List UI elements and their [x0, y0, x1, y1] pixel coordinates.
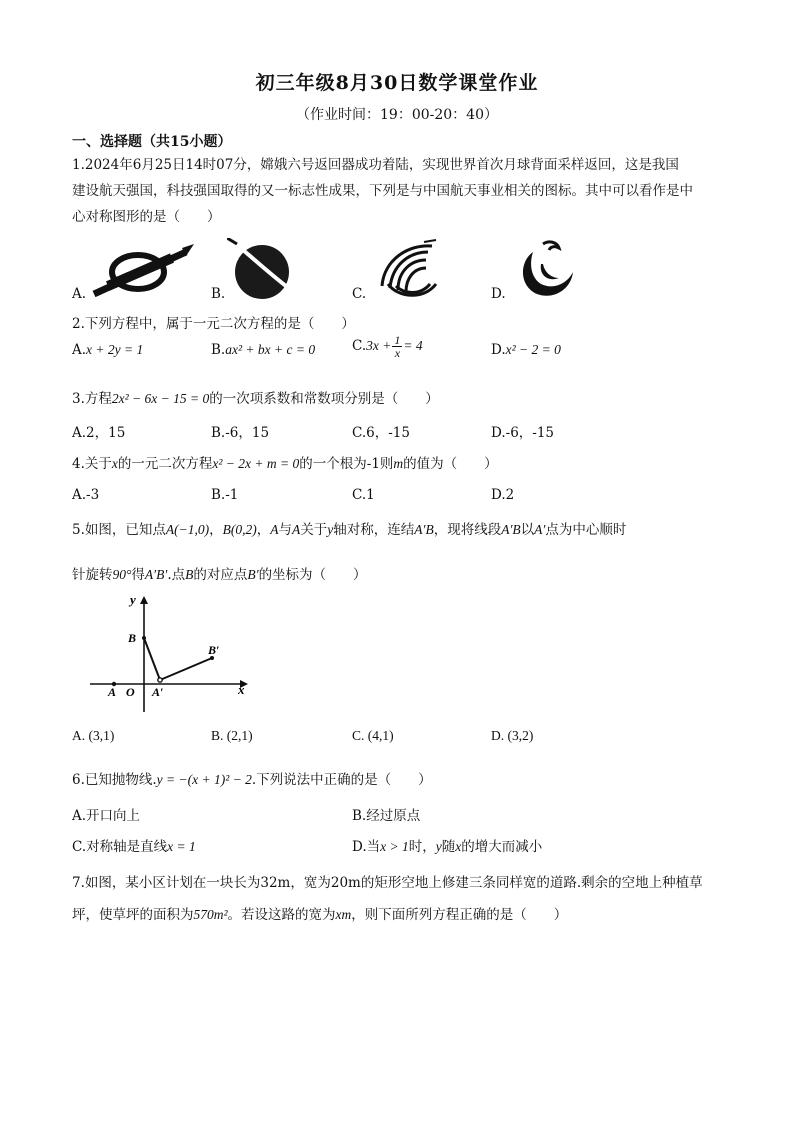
question-5-line-1 [72, 517, 722, 543]
point-ap [158, 678, 162, 682]
q2-c-denominator: x [394, 346, 401, 360]
q5-option-d[interactable]: D. (3,2) [491, 728, 534, 743]
q5-var-6: A′ [534, 522, 546, 537]
q7-width: xm [335, 907, 352, 922]
q1-option-a[interactable] [72, 238, 202, 304]
a-label: A [108, 685, 117, 699]
q6-d-text-1: D.当 [352, 839, 381, 855]
segment-apbp [160, 658, 212, 680]
q6-c-text: C.对称轴是直线 [72, 839, 168, 855]
q4-option-c[interactable]: C.1 [352, 487, 375, 503]
q2-d-math: x² − 2 = 0 [505, 342, 561, 357]
q7-line-2 [72, 902, 722, 928]
q2-a-math: x + 2y = 1 [86, 342, 144, 357]
segment-ab [144, 638, 160, 680]
q2-option-d[interactable] [491, 342, 561, 358]
q1-option-c[interactable] [352, 238, 472, 304]
q5-coordinate-figure [88, 592, 258, 716]
q6-option-b[interactable]: B.经过原点 [352, 808, 421, 824]
q7-text-3: ，则下面所列方程正确的是（ ） [351, 907, 568, 923]
q5-var-3: y [327, 522, 334, 537]
question-2: 2.下列方程中，属于一元二次方程的是（ ） [72, 316, 355, 332]
q2-a-prefix: A. [72, 342, 87, 358]
question-6 [72, 767, 722, 793]
q2-c-numerator: 1 [394, 333, 401, 347]
q2-d-prefix: D. [491, 342, 506, 358]
x-label: x [238, 682, 245, 697]
q1-line-2: 建设航天强国，科技强国取得的又一标志性成果，下列是与中国航天事业相关的图标。其中可以看作是中 [72, 183, 693, 199]
q1-line-3: 心对称图形的是（ ） [72, 209, 221, 225]
q5-var-1: A [270, 522, 279, 537]
q5-var-9: B′ [247, 567, 259, 582]
q1-icon-options [72, 238, 722, 304]
q6-d-text-4: 的增大而减小 [461, 839, 543, 855]
q5-var-7: A′B′ [144, 567, 168, 582]
q2-option-b[interactable] [211, 342, 315, 358]
q4-stem-post-1: 的一个根为-1则 [299, 456, 394, 472]
q5-text-9: 点为中心顺时 [545, 522, 627, 538]
bp-label: B′ [208, 643, 220, 657]
q2-option-a[interactable] [72, 342, 143, 358]
q1-option-b-label: B. [211, 286, 226, 302]
page-title: 初三年级8月30日数学课堂作业 [255, 72, 539, 94]
q3-option-c[interactable]: C.6，-15 [352, 425, 410, 441]
q7-text-2: 。若设这路的宽为 [227, 907, 336, 923]
q5-var-8: B [185, 567, 194, 582]
q6-c-math: x = 1 [167, 839, 196, 854]
q2-b-math: ax² + bx + c = 0 [225, 342, 316, 357]
q6-d-var-x: x [455, 839, 462, 854]
y-label: y [130, 592, 136, 607]
crescent-bird-icon [513, 238, 579, 302]
question-7 [72, 870, 722, 928]
q3-equation: 2x² − 6x − 15 = 0 [111, 391, 210, 406]
question-3 [72, 386, 722, 412]
q5-point-a: A(−1,0) [165, 522, 210, 537]
q6-stem-suffix: .下列说法中正确的是（ ） [251, 772, 432, 788]
q5-text-4: 与 [278, 522, 292, 538]
q2-c-prefix: C. [352, 338, 367, 354]
q5-text-1: 5.如图，已知点 [72, 522, 166, 538]
q5-text-2: ， [209, 522, 223, 538]
q4-option-a[interactable]: A.-3 [72, 487, 100, 503]
q6-option-a[interactable]: A.开口向上 [72, 808, 141, 824]
q2-option-c[interactable] [352, 334, 423, 359]
q4-option-d[interactable]: D.2 [491, 487, 515, 503]
q2-c-math-2: = 4 [403, 338, 423, 353]
q5-option-c[interactable]: C. (4,1) [352, 728, 394, 743]
q1-option-d-label: D. [491, 286, 506, 302]
q5-angle: 90° [112, 567, 132, 582]
saturn-ring-icon [86, 242, 196, 298]
q5-text-7: ，现将线段 [433, 522, 502, 538]
q7-line-1: 7.如图，某小区计划在一块长为32m，宽为20m的矩形空地上修建三条同样宽的道路.剩余的空地上种植草 [72, 875, 703, 891]
q6-d-math: x > 1 [380, 839, 409, 854]
q5-text-3: ， [256, 522, 271, 538]
q6-options-row-2 [72, 835, 722, 859]
q5-text-8: 以 [520, 522, 535, 538]
q5-var-2: A [292, 522, 301, 537]
q6-d-text-2: 时， [408, 839, 436, 855]
q2-c-math-1: 3x + [366, 338, 392, 353]
q2-c-fraction [392, 334, 402, 359]
q5-options [72, 728, 722, 752]
q5-text-13: 的对应点 [193, 567, 248, 583]
question-4 [72, 451, 722, 477]
q5-text-6: 轴对称，连结 [333, 522, 415, 538]
q6-option-c[interactable] [72, 835, 196, 855]
ap-label: A′ [152, 685, 164, 699]
q3-stem-prefix: 3.方程 [72, 391, 112, 407]
q3-option-d[interactable]: D.-6，-15 [491, 425, 555, 441]
q5-option-a[interactable]: A. (3,1) [72, 728, 115, 743]
q5-option-b[interactable]: B. (2,1) [211, 728, 253, 743]
q5-text-14: 的坐标为（ ） [258, 567, 367, 583]
q4-var-x: x [111, 456, 118, 471]
question-1 [72, 152, 722, 230]
q7-area: 570m² [193, 907, 228, 922]
q5-text-5: 关于 [300, 522, 328, 538]
q6-d-text-3: 随 [441, 839, 456, 855]
q2-options [72, 333, 722, 366]
q3-option-b[interactable]: B.-6，15 [211, 425, 270, 441]
q3-options [72, 421, 722, 445]
q1-option-b[interactable] [211, 238, 331, 304]
y-axis-arrow [140, 596, 148, 604]
swirl-arcs-icon [368, 238, 440, 302]
q2-b-prefix: B. [211, 342, 226, 358]
point-b [142, 636, 146, 640]
b-label: B [128, 631, 137, 645]
q1-option-c-label: C. [352, 286, 367, 302]
q4-option-b[interactable]: B.-1 [211, 487, 239, 503]
q1-option-a-label: A. [72, 286, 87, 302]
q6-parabola: y = −(x + 1)² − 2 [156, 772, 252, 787]
q6-stem-prefix: 6.已知抛物线. [72, 772, 157, 788]
o-label: O [126, 685, 135, 699]
q4-stem-prefix: 4.关于 [72, 456, 112, 472]
page-subtitle: （作业时间：19：00-20：40） [296, 107, 498, 123]
q5-text-10: 针旋转 [72, 567, 113, 583]
section-heading: 一、选择题（共15小题） [72, 134, 232, 150]
q5-text-12: .点 [167, 567, 186, 583]
q6-option-d[interactable] [352, 835, 542, 855]
q1-line-1: 1.2024年6月25日14时07分，嫦娥六号返回器成功着陆，实现世界首次月球背面采样返回，这是我国 [72, 157, 679, 173]
question-5-line-2 [72, 562, 722, 588]
q3-option-a[interactable]: A.2，15 [72, 425, 126, 441]
planet-slice-icon [227, 238, 297, 302]
q3-stem-suffix: 的一次项系数和常数项分别是（ ） [209, 391, 439, 407]
q4-equation: x² − 2x + m = 0 [212, 456, 300, 471]
q4-var-m: m [393, 456, 404, 471]
q7-text-1: 坪，使草坪的面积为 [72, 907, 194, 923]
q6-options-row-1 [72, 804, 722, 828]
q4-stem-post-2: 的值为（ ） [403, 456, 498, 472]
q5-text-11: 得 [131, 567, 145, 583]
q4-options [72, 487, 722, 511]
q5-var-4: A′B [414, 522, 434, 537]
q4-stem-mid: 的一元二次方程 [117, 456, 213, 472]
q6-d-var-y: y [435, 839, 442, 854]
q5-var-5: A′B [501, 522, 521, 537]
q5-point-b: B(0,2) [222, 522, 257, 537]
q1-option-d[interactable] [491, 238, 611, 304]
